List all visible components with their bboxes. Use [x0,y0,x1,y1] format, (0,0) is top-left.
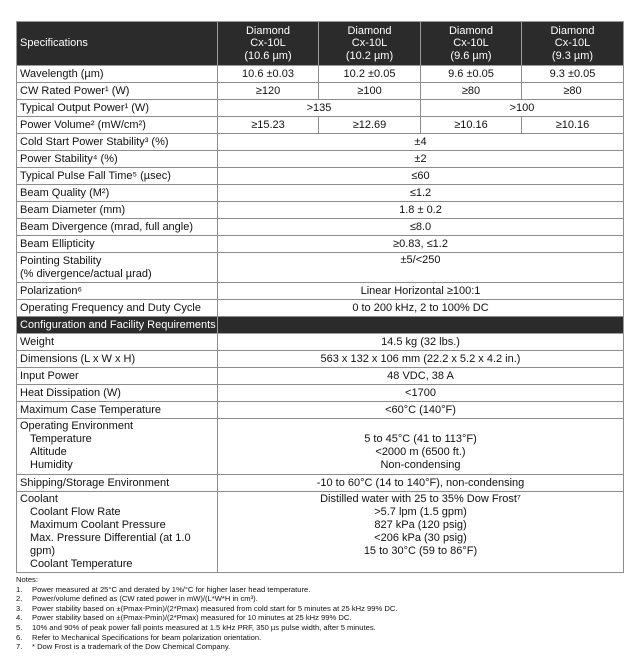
cell-value: ≥100 [319,83,421,100]
cell-value: 0 to 200 kHz, 2 to 100% DC [218,300,624,317]
row-label: Beam Diameter (mm) [17,202,218,219]
table-row [17,385,624,402]
header-label: Specifications [17,22,218,66]
footnote: 4. Power stability based on ±(Pmax-Pmin)/(2*Pmax) measured for 10 minutes at 25 kHz 99% DC. [16,613,352,623]
row-label: Maximum Case Temperature [17,402,218,419]
cell-value: ≥120 [218,83,319,100]
table-row [17,236,624,253]
cell-value: <1700 [218,385,624,402]
spec-table [16,21,624,573]
row-label: Heat Dissipation (W) [17,385,218,402]
cell-value: Distilled water with 25 to 35% Dow Frost⁷ >5.7 lpm (1.5 gpm) 827 kPa (120 psig) <206 kPa (30 psig) 15 to 30°C (59 to 86°F) [218,492,624,573]
section-title: Configuration and Facility Requirements [17,317,218,334]
cell-value: >100 [421,100,624,117]
cell-value: ±5/<250 [218,253,624,283]
table-row [17,419,624,475]
footnote: 7. * Dow Frost is a trademark of the Dow Chemical Company. [16,642,231,652]
row-label: Cold Start Power Stability³ (%) [17,134,218,151]
row-label: Polarization⁶ [17,283,218,300]
row-label: Beam Divergence (mrad, full angle) [17,219,218,236]
cell-value: ≥12.69 [319,117,421,134]
header-col-3: Diamond Cx-10L (9.6 µm) [421,22,522,66]
cell-value: 1.8 ± 0.2 [218,202,624,219]
cell-value: ≥10.16 [421,117,522,134]
table-row [17,253,624,283]
cell-value: ≥80 [522,83,624,100]
footnote: 6. Refer to Mechanical Specifications for beam polarization orientation. [16,632,262,642]
table-row [17,283,624,300]
footnotes [16,575,623,652]
row-label: Beam Ellipticity [17,236,218,253]
row-label: Input Power [17,368,218,385]
table-row [17,300,624,317]
row-label: CW Rated Power¹ (W) [17,83,218,100]
cell-value: ≤8.0 [218,219,624,236]
row-label: Power Stability⁴ (%) [17,151,218,168]
cell-value: 10.2 ±0.05 [319,66,421,83]
row-label: Operating Environment Temperature Altitude Humidity [17,419,218,475]
cell-value: ≤60 [218,168,624,185]
header-col-2: Diamond Cx-10L (10.2 µm) [319,22,421,66]
row-label: Pointing Stability (% divergence/actual µrad) [17,253,218,283]
footnote: 1. Power measured at 25°C and derated by 1%/°C for higher laser head temperature. [16,584,311,594]
cell-value: ≤1.2 [218,185,624,202]
table-row [17,219,624,236]
cell-value: <60°C (140°F) [218,402,624,419]
table-row [17,83,624,100]
cell-value: ±4 [218,134,624,151]
row-label: Operating Frequency and Duty Cycle [17,300,218,317]
cell-value: ≥15.23 [218,117,319,134]
table-row [17,117,624,134]
table-row [17,351,624,368]
table-row [17,134,624,151]
cell-value: ±2 [218,151,624,168]
table-row [17,66,624,83]
table-row [17,475,624,492]
footnote: 3. Power stability based on ±(Pmax-Pmin)/(2*Pmax) measured from cold start for 5 minutes at 25 kHz 99% DC. [16,603,398,613]
notes-title: Notes: [16,575,38,584]
header-row [17,22,624,66]
row-label: Typical Output Power¹ (W) [17,100,218,117]
cell-value: 10.6 ±0.03 [218,66,319,83]
row-label: Wavelength (µm) [17,66,218,83]
spec-sheet [16,21,623,652]
cell-value: Linear Horizontal ≥100:1 [218,283,624,300]
row-label: Weight [17,334,218,351]
footnote: 2. Power/volume defined as (CW rated power in mW)/(L*W*H in cm³). [16,594,258,604]
cell-value: 563 x 132 x 106 mm (22.2 x 5.2 x 4.2 in.) [218,351,624,368]
section-header-row [17,317,624,334]
header-col-4: Diamond Cx-10L (9.3 µm) [522,22,624,66]
table-row [17,202,624,219]
section-spacer [218,317,624,334]
table-row [17,492,624,573]
cell-value: 14.5 kg (32 lbs.) [218,334,624,351]
cell-value: ≥0.83, ≤1.2 [218,236,624,253]
footnote: 5. 10% and 90% of peak power fall points measured at 1.5 kHz PRF, 350 µs pulse width, after 5 minutes. [16,622,376,632]
row-label: Power Volume² (mW/cm²) [17,117,218,134]
cell-value: ≥10.16 [522,117,624,134]
cell-value: 9.3 ±0.05 [522,66,624,83]
row-label: Shipping/Storage Environment [17,475,218,492]
row-label: Coolant Coolant Flow Rate Maximum Coolant Pressure Max. Pressure Differential (at 1.0 gpm) Coolant Temperature [17,492,218,573]
cell-value: 5 to 45°C (41 to 113°F) <2000 m (6500 ft.) Non-condensing [218,419,624,475]
table-row [17,402,624,419]
table-row [17,100,624,117]
table-row [17,185,624,202]
table-row [17,334,624,351]
cell-value: 48 VDC, 38 A [218,368,624,385]
row-label: Beam Quality (M²) [17,185,218,202]
table-row [17,368,624,385]
cell-value: ≥80 [421,83,522,100]
header-col-1: Diamond Cx-10L (10.6 µm) [218,22,319,66]
cell-value: -10 to 60°C (14 to 140°F), non-condensing [218,475,624,492]
cell-value: >135 [218,100,421,117]
row-label: Dimensions (L x W x H) [17,351,218,368]
cell-value: 9.6 ±0.05 [421,66,522,83]
table-row [17,168,624,185]
row-label: Typical Pulse Fall Time⁵ (µsec) [17,168,218,185]
table-row [17,151,624,168]
